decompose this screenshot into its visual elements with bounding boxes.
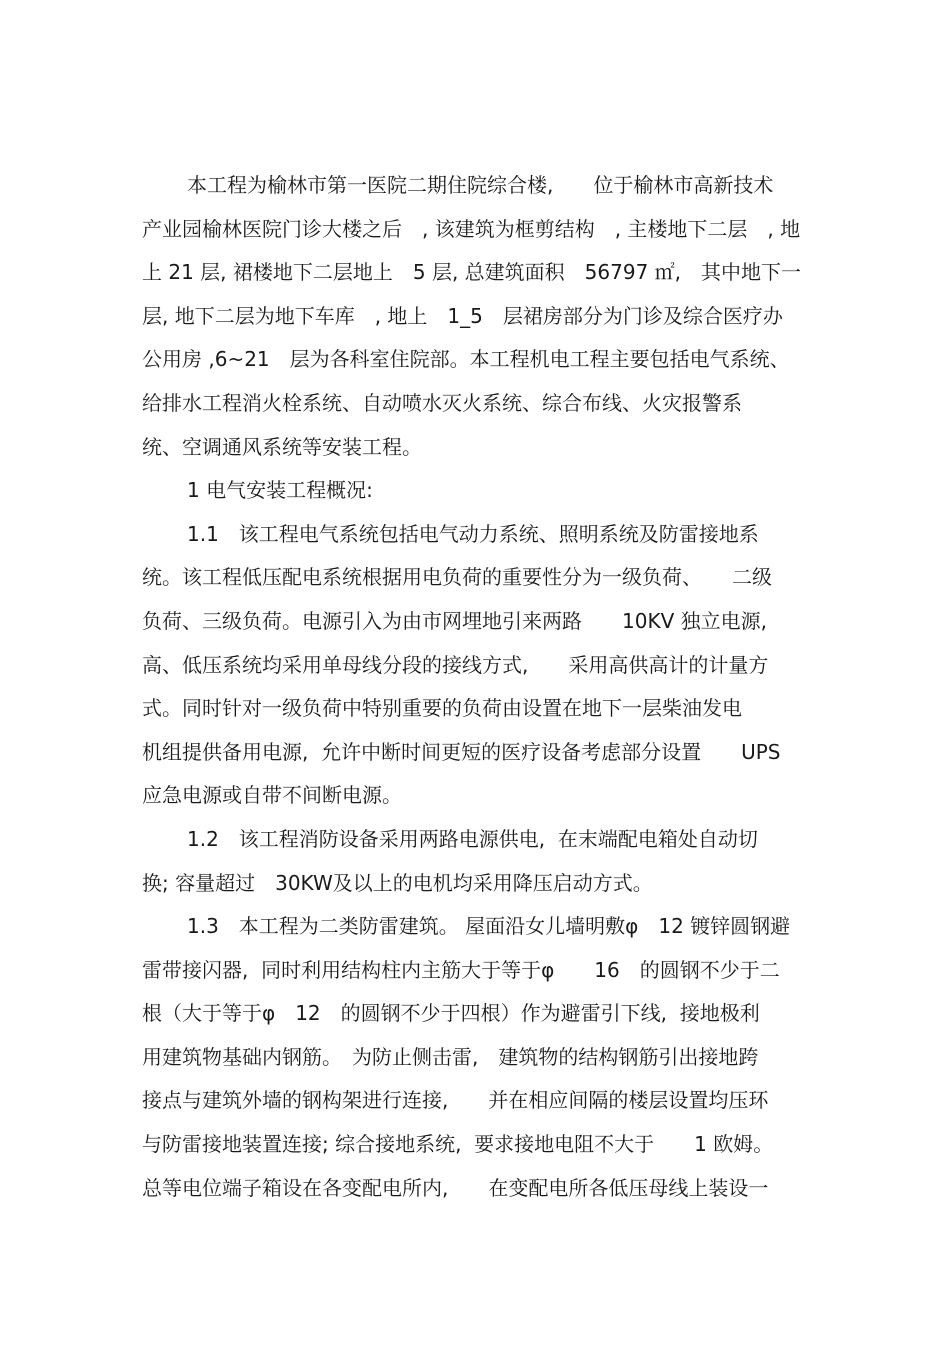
- text-line: 式。同时针对一级负荷中特别重要的负荷由设置在地下一层柴油发电: [142, 696, 742, 721]
- text-line: 层, 地下二层为地下车库 , 地上 1_5 层裙房部分为门诊及综合医疗办: [142, 303, 783, 328]
- text-line: 产业园榆林医院门诊大楼之后 , 该建筑为框剪结构 , 主楼地下二层 , 地: [142, 216, 801, 241]
- text-line: 总等电位端子箱设在各变配电所内, 在变配电所各低压母线上装设一: [142, 1175, 769, 1200]
- text-line: 本工程为榆林市第一医院二期住院综合楼, 位于榆林市高新技术: [187, 173, 774, 197]
- document-body: [142, 164, 832, 1210]
- text-line: 1.1 该工程电气系统包括电气动力系统、照明系统及防雷接地系: [187, 521, 759, 546]
- text-line: 统、空调通风系统等安装工程。: [142, 434, 422, 459]
- text-line: 给排水工程消火栓系统、自动喷水灭火系统、综合布线、火灾报警系: [142, 390, 742, 415]
- text-line: 公用房 ,6~21 层为各科室住院部。本工程机电工程主要包括电气系统、: [142, 347, 790, 372]
- text-line: 统。该工程低压配电系统根据用电负荷的重要性分为一级负荷、 二级: [142, 565, 772, 590]
- text-line: 应急电源或自带不间断电源。: [142, 783, 402, 808]
- text-line: 高、低压系统均采用单母线分段的接线方式, 采用高供高计的计量方: [142, 652, 769, 677]
- text-line: 用建筑物基础内钢筋。 为防止侧击雷, 建筑物的结构钢筋引出接地跨: [142, 1044, 759, 1069]
- text-line: 1.2 该工程消防设备采用两路电源供电, 在末端配电箱处自动切: [187, 826, 758, 851]
- text-line: 1.3 本工程为二类防雷建筑。 屋面沿女儿墙明敷φ 12 镀锌圆钢避: [187, 914, 791, 939]
- text-line: 换; 容量超过 30KW及以上的电机均采用降压启动方式。: [142, 870, 653, 895]
- text-line: 接点与建筑外墙的钢构架进行连接, 并在相应间隔的楼层设置均压环: [142, 1088, 769, 1113]
- text-line: 负荷、三级负荷。电源引入为由市网埋地引来两路 10KV 独立电源,: [142, 608, 767, 633]
- text-line: 1 电气安装工程概况:: [187, 478, 373, 503]
- text-line: 机组提供备用电源, 允许中断时间更短的医疗设备考虑部分设置 UPS: [142, 739, 781, 764]
- text-line: 雷带接闪器, 同时利用结构柱内主筋大于等于φ 16 的圆钢不少于二: [142, 957, 780, 982]
- text-line: 上 21 层, 裙楼地下二层地上 5 层, 总建筑面积 56797 ㎡, 其中地下一: [142, 260, 802, 285]
- text-line: 根（大于等于φ 12 的圆钢不少于四根）作为避雷引下线, 接地极利: [142, 1001, 760, 1026]
- text-line: 与防雷接地装置连接; 综合接地系统, 要求接地电阻不大于 1 欧姆。: [142, 1132, 774, 1157]
